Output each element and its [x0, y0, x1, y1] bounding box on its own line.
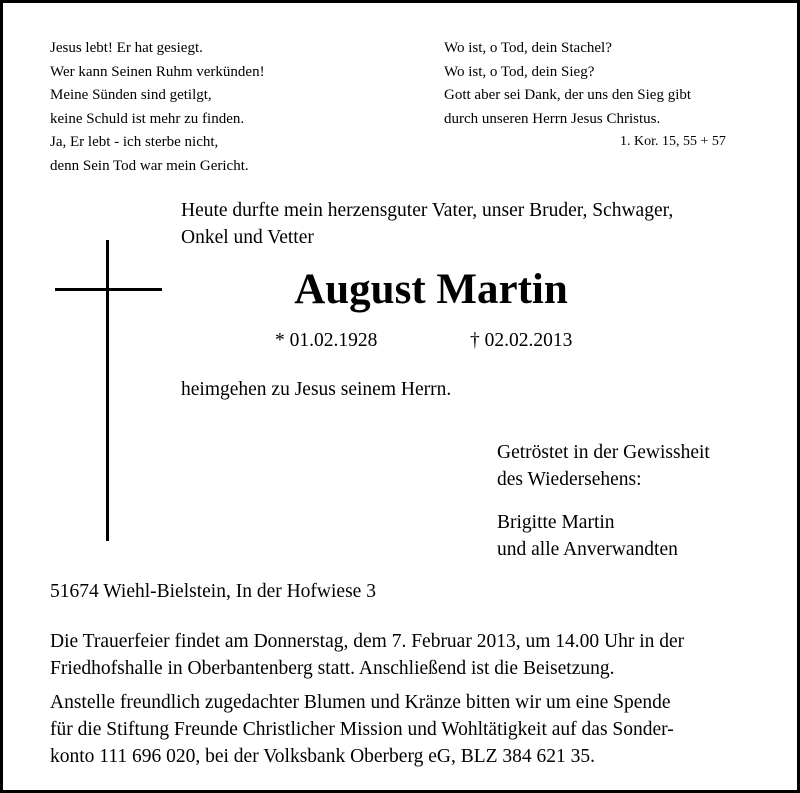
- verse-left: [50, 37, 265, 178]
- mourner-line: Brigitte Martin: [497, 512, 615, 533]
- verse-right-line: Gott aber sei Dank, der uns den Sieg gibt: [444, 87, 692, 103]
- funeral-line: Die Trauerfeier findet am Donnerstag, dem 7. Februar 2013, um 14.00 Uhr in der: [50, 631, 685, 652]
- funeral-line: Friedhofshalle in Oberbantenberg statt. Anschließend ist die Beisetzung.: [50, 658, 615, 679]
- verse-left-line: Ja, Er lebt - ich sterbe nicht,: [50, 134, 219, 150]
- verse-right-line: Wo ist, o Tod, dein Sieg?: [444, 63, 595, 80]
- verse-left-line: Meine Sünden sind getilgt,: [50, 87, 212, 103]
- bible-reference: 1. Kor. 15, 55 + 57: [620, 134, 726, 149]
- verse-right: [444, 37, 691, 131]
- verse-left-line: keine Schuld ist mehr zu finden.: [50, 110, 245, 127]
- verse-left-line: Jesus lebt! Er hat gesiegt.: [50, 40, 203, 56]
- address: 51674 Wiehl-Bielstein, In der Hofwiese 3: [50, 581, 376, 602]
- comfort-line: Getröstet in der Gewissheit: [497, 442, 710, 463]
- funeral-details: [50, 628, 684, 682]
- verse-left-line: Wer kann Seinen Ruhm verkünden!: [50, 63, 265, 80]
- donation-line: Anstelle freundlich zugedachter Blumen und Kränze bitten wir um eine Spende: [50, 692, 671, 713]
- donation-line: für die Stiftung Freunde Christlicher Mission und Wohltätigkeit auf das Sonder-: [50, 719, 674, 740]
- mourners: [497, 509, 678, 563]
- donation-request: [50, 689, 674, 770]
- verse-right-line: durch unseren Herrn Jesus Christus.: [444, 110, 661, 127]
- birth-date: * 01.02.1928: [275, 330, 378, 351]
- intro-line: Onkel und Vetter: [181, 227, 314, 248]
- verse-right-line: Wo ist, o Tod, dein Stachel?: [444, 40, 612, 56]
- comfort-line: des Wiedersehens:: [497, 469, 642, 490]
- intro-line: Heute durfte mein herzensguter Vater, unser Bruder, Schwager,: [181, 200, 674, 221]
- verse-left-line: denn Sein Tod war mein Gericht.: [50, 157, 249, 174]
- passing-text: heimgehen zu Jesus seinem Herrn.: [181, 379, 452, 400]
- intro-text: [181, 197, 673, 251]
- death-date: † 02.02.2013: [470, 330, 573, 351]
- mourner-line: und alle Anverwandten: [497, 539, 678, 560]
- comfort-text: [497, 439, 710, 493]
- deceased-name: August Martin: [294, 266, 568, 313]
- donation-line: konto 111 696 020, bei der Volksbank Oberberg eG, BLZ 384 621 35.: [50, 746, 596, 767]
